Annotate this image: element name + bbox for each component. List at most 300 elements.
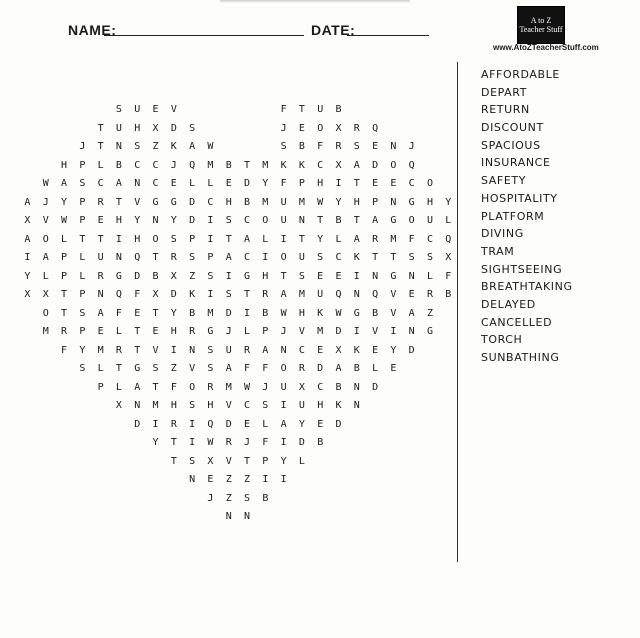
grid-letter: L <box>97 159 104 171</box>
grid-letter: S <box>79 307 86 319</box>
grid-letter: G <box>243 270 251 282</box>
grid-letter: O <box>426 178 433 189</box>
word-item: AFFORDABLE <box>481 68 560 81</box>
grid-letter: N <box>408 270 415 282</box>
grid-letter: Y <box>24 270 31 282</box>
grid-letter: S <box>280 141 287 152</box>
grid-letter: O <box>152 233 159 245</box>
grid-letter: X <box>445 252 452 263</box>
grid-letter: A <box>225 363 232 374</box>
grid-letter: U <box>225 344 232 356</box>
grid-letter: E <box>335 270 342 282</box>
grid-letter: S <box>262 400 269 411</box>
grid-letter: F <box>170 381 177 393</box>
grid-letter: E <box>225 178 232 189</box>
grid-letter: B <box>335 104 342 115</box>
grid-letter: Q <box>445 233 452 245</box>
grid-letter: S <box>170 233 177 245</box>
grid-letter: E <box>97 215 104 226</box>
grid-letter: M <box>298 289 305 300</box>
grid-letter: Z <box>225 474 232 485</box>
word-item: INSURANCE <box>481 156 551 170</box>
grid-letter: M <box>262 159 269 171</box>
grid-letter: U <box>280 196 287 208</box>
grid-letter: D <box>134 418 141 430</box>
grid-letter: R <box>61 326 68 337</box>
grid-letter: Y <box>445 196 452 208</box>
grid-letter: Y <box>170 307 177 319</box>
word-item: DISCOUNT <box>481 121 544 135</box>
grid-letter: T <box>390 252 397 263</box>
grid-letter: R <box>170 418 177 430</box>
grid-letter: D <box>335 326 342 337</box>
grid-letter: I <box>280 474 287 485</box>
grid-letter: L <box>262 418 269 430</box>
grid-letter: C <box>408 178 415 189</box>
grid-letter: A <box>280 418 287 430</box>
grid-letter: X <box>115 400 122 411</box>
grid-row <box>73 363 402 374</box>
grid-letter: C <box>298 344 305 356</box>
grid-letter: F <box>134 289 141 300</box>
grid-letter: C <box>152 178 159 189</box>
name-label: NAME: <box>68 22 117 38</box>
grid-letter: L <box>189 178 196 189</box>
grid-letter: P <box>79 289 86 300</box>
grid-letter: T <box>244 455 251 467</box>
grid-row <box>92 123 385 134</box>
grid-letter: T <box>97 122 104 134</box>
grid-letter: A <box>372 215 379 226</box>
grid-letter: D <box>225 307 232 319</box>
grid-letter: T <box>115 363 122 374</box>
grid-letter: E <box>170 178 177 189</box>
grid-letter: B <box>262 307 269 319</box>
grid-letter: I <box>115 233 122 245</box>
grid-letter: O <box>280 363 287 374</box>
grid-letter: T <box>152 381 159 393</box>
grid-letter: L <box>262 233 269 245</box>
grid-letter: A <box>97 307 104 319</box>
grid-letter: N <box>244 511 251 522</box>
grid-letter: A <box>280 289 287 300</box>
grid-letter: B <box>445 289 452 300</box>
grid-letter: R <box>243 344 251 356</box>
grid-letter: T <box>225 233 232 245</box>
grid-letter: P <box>79 215 86 226</box>
grid-letter: U <box>97 252 104 263</box>
grid-letter: X <box>24 289 31 300</box>
grid-letter: R <box>372 233 379 245</box>
grid-letter: L <box>97 363 104 374</box>
word-item: DIVING <box>481 227 524 241</box>
grid-letter: F <box>61 344 68 356</box>
grid-letter: N <box>189 474 196 485</box>
grid-letter: S <box>207 270 214 282</box>
grid-letter: L <box>298 455 305 467</box>
grid-letter: M <box>225 381 232 393</box>
grid-letter: D <box>134 270 141 282</box>
grid-letter: L <box>79 252 86 263</box>
grid-letter: E <box>372 178 379 189</box>
grid-letter: S <box>189 252 196 263</box>
grid-letter: V <box>170 104 177 115</box>
grid-letter: W <box>317 196 324 208</box>
grid-letter: D <box>170 122 177 134</box>
grid-letter: C <box>207 196 214 208</box>
grid-letter: N <box>225 511 232 522</box>
grid-letter: T <box>317 215 324 226</box>
grid-letter: E <box>317 344 324 356</box>
grid-letter: U <box>280 381 287 393</box>
grid-letter: G <box>115 270 122 282</box>
grid-letter: P <box>97 381 104 393</box>
grid-letter: O <box>317 122 324 134</box>
grid-letter: A <box>134 381 141 393</box>
grid-letter: K <box>353 252 360 263</box>
grid-letter: E <box>152 104 159 115</box>
grid-letter: Z <box>225 492 232 504</box>
grid-letter: U <box>280 215 287 226</box>
grid-letter: P <box>79 159 86 171</box>
grid-letter: S <box>207 344 214 356</box>
grid-letter: S <box>426 252 433 263</box>
grid-letter: X <box>335 159 342 171</box>
grid-letter: Y <box>317 233 324 245</box>
grid-letter: M <box>207 307 214 319</box>
grid-letter: W <box>280 307 287 319</box>
grid-letter: L <box>61 233 68 245</box>
grid-row <box>37 326 440 337</box>
grid-letter: K <box>335 400 342 411</box>
grid-letter: U <box>317 104 324 115</box>
grid-letter: E <box>134 307 141 319</box>
grid-letter: A <box>243 233 251 245</box>
grid-letter: G <box>353 307 360 319</box>
grid-letter: F <box>115 307 122 319</box>
grid-letter: M <box>207 159 214 171</box>
grid-letter: I <box>262 474 269 485</box>
logo-text: A to Z Teacher Stuff <box>519 16 563 34</box>
grid-letter: Z <box>152 141 159 152</box>
grid-letter: G <box>207 326 214 337</box>
grid-letter: K <box>317 307 324 319</box>
grid-letter: P <box>79 196 86 208</box>
grid-letter: D <box>317 363 324 374</box>
grid-letter: H <box>170 326 177 337</box>
word-item: SAFETY <box>481 174 527 188</box>
grid-letter: R <box>170 252 177 263</box>
grid-letter: K <box>298 159 305 171</box>
grid-letter: R <box>225 437 232 448</box>
grid-letter: Y <box>280 455 287 467</box>
grid-letter: S <box>225 289 232 300</box>
grid-letter: H <box>61 159 68 171</box>
grid-letter: N <box>353 400 360 411</box>
grid-letter: A <box>115 178 122 189</box>
grid-letter: C <box>243 215 251 226</box>
grid-letter: H <box>134 122 141 134</box>
grid-letter: R <box>353 122 360 134</box>
grid-letter: T <box>298 104 305 115</box>
grid-letter: R <box>97 270 104 282</box>
grid-letter: R <box>207 381 214 393</box>
grid-letter: I <box>189 418 196 430</box>
grid-letter: N <box>298 215 305 226</box>
grid-letter: Y <box>61 196 68 208</box>
grid-letter: G <box>152 196 159 208</box>
word-item: TORCH <box>481 333 523 347</box>
grid-letter: X <box>152 289 159 300</box>
grid-letter: Q <box>372 122 379 134</box>
grid-letter: K <box>353 344 360 356</box>
grid-letter: I <box>280 400 287 411</box>
grid-letter: H <box>170 400 177 411</box>
grid-letter: C <box>152 159 159 171</box>
grid-letter: A <box>353 159 360 171</box>
grid-letter: F <box>243 363 251 374</box>
grid-letter: Y <box>298 418 305 430</box>
grid-letter: T <box>61 289 68 300</box>
grid-letter: R <box>426 289 433 300</box>
grid-letter: E <box>207 474 214 485</box>
grid-letter: V <box>390 289 397 300</box>
grid-letter: I <box>335 178 342 189</box>
grid-letter: I <box>170 344 177 356</box>
grid-letter: T <box>134 326 141 337</box>
grid-letter: A <box>42 252 49 263</box>
grid-letter: I <box>353 326 360 337</box>
grid-letter: I <box>280 233 287 245</box>
grid-letter: S <box>353 141 360 152</box>
grid-row <box>55 160 421 171</box>
grid-letter: I <box>390 326 397 337</box>
grid-letter: I <box>24 252 31 263</box>
grid-letter: J <box>244 437 251 448</box>
grid-letter: I <box>207 289 214 300</box>
grid-letter: T <box>134 344 141 356</box>
grid-letter: S <box>317 252 324 263</box>
grid-letter: T <box>280 270 287 282</box>
grid-letter: M <box>97 344 104 356</box>
grid-letter: B <box>372 307 379 319</box>
grid-letter: J <box>225 326 232 337</box>
grid-letter: K <box>189 289 196 300</box>
grid-letter: H <box>134 233 141 245</box>
grid-letter: U <box>298 252 305 263</box>
grid-row <box>18 215 457 226</box>
grid-letter: C <box>335 252 342 263</box>
grid-letter: L <box>115 381 122 393</box>
grid-letter: O <box>42 307 49 319</box>
grid-letter: Y <box>170 215 177 226</box>
grid-letter: Q <box>134 252 141 263</box>
grid-row <box>110 400 366 411</box>
grid-letter: S <box>189 400 196 411</box>
grid-row <box>37 308 440 319</box>
grid-letter: D <box>225 418 232 430</box>
grid-letter: V <box>298 326 305 337</box>
grid-letter: U <box>298 400 305 411</box>
grid-letter: V <box>189 363 196 374</box>
grid-letter: A <box>335 363 342 374</box>
grid-letter: N <box>390 141 397 152</box>
grid-letter: Y <box>152 437 159 448</box>
grid-letter: D <box>189 196 196 208</box>
grid-letter: X <box>170 270 177 282</box>
grid-letter: B <box>225 159 232 171</box>
word-item: CANCELLED <box>481 315 553 329</box>
grid-row <box>18 289 457 300</box>
grid-letter: E <box>244 418 251 430</box>
grid-letter: V <box>390 307 397 319</box>
grid-letter: D <box>170 289 177 300</box>
grid-row <box>201 493 274 504</box>
grid-letter: Q <box>372 289 379 300</box>
grid-letter: T <box>152 307 159 319</box>
grid-letter: O <box>42 233 49 245</box>
grid-letter: J <box>408 141 415 152</box>
grid-letter: H <box>298 307 305 319</box>
grid-letter: V <box>42 215 49 226</box>
grid-letter: I <box>262 252 269 263</box>
grid-letter: F <box>408 233 415 245</box>
grid-letter: K <box>280 159 287 171</box>
grid-letter: V <box>225 455 232 467</box>
grid-letter: S <box>79 363 86 374</box>
date-label: DATE: <box>311 22 356 38</box>
grid-letter: E <box>152 326 159 337</box>
grid-letter: P <box>262 455 269 467</box>
grid-row <box>37 178 440 189</box>
grid-letter: F <box>280 178 287 189</box>
grid-letter: J <box>280 326 287 337</box>
grid-letter: G <box>426 326 433 337</box>
grid-letter: E <box>298 122 305 134</box>
grid-letter: D <box>372 381 379 393</box>
grid-letter: V <box>152 344 159 356</box>
grid-letter: W <box>244 381 251 393</box>
grid-letter: Z <box>189 270 196 282</box>
grid-letter: G <box>408 196 415 208</box>
grid-letter: S <box>152 363 159 374</box>
grid-letter: V <box>372 326 379 337</box>
grid-letter: R <box>298 363 305 374</box>
grid-letter: L <box>335 233 342 245</box>
grid-letter: E <box>408 289 415 300</box>
grid-letter: G <box>170 196 177 208</box>
grid-letter: O <box>390 159 397 171</box>
grid-letter: H <box>207 400 214 411</box>
grid-row <box>18 234 457 245</box>
word-item: BREATHTAKING <box>481 280 573 294</box>
word-item: PLATFORM <box>481 209 545 223</box>
grid-letter: I <box>207 215 214 226</box>
grid-letter: P <box>189 233 196 245</box>
grid-letter: T <box>79 233 86 245</box>
grid-letter: B <box>115 159 122 171</box>
grid-letter: I <box>225 270 232 282</box>
grid-letter: X <box>24 215 31 226</box>
grid-row <box>165 456 311 467</box>
grid-letter: H <box>115 215 122 226</box>
grid-letter: S <box>79 178 86 189</box>
grid-letter: E <box>97 326 104 337</box>
grid-letter: Q <box>115 289 122 300</box>
grid-letter: B <box>335 215 342 226</box>
grid-letter: M <box>42 326 49 337</box>
grid-letter: C <box>317 159 324 171</box>
grid-letter: A <box>225 252 232 263</box>
grid-letter: N <box>372 270 379 282</box>
grid-letter: T <box>170 437 177 448</box>
grid-letter: H <box>317 400 324 411</box>
grid-row <box>146 437 329 448</box>
grid-letter: B <box>335 381 342 393</box>
grid-letter: L <box>372 363 379 374</box>
grid-letter: T <box>298 233 305 245</box>
grid-letter: E <box>372 141 379 152</box>
grid-letter: D <box>189 215 196 226</box>
grid-letter: B <box>152 270 159 282</box>
grid-letter: N <box>189 344 196 356</box>
grid-letter: D <box>298 437 305 448</box>
grid-letter: B <box>243 196 251 208</box>
grid-letter: I <box>243 307 251 319</box>
grid-letter: N <box>115 141 122 152</box>
grid-letter: T <box>61 307 68 319</box>
grid-letter: L <box>445 215 452 226</box>
grid-letter: P <box>61 252 68 263</box>
grid-letter: Q <box>335 289 342 300</box>
grid-letter: P <box>372 196 379 208</box>
grid-letter: T <box>170 455 177 467</box>
grid-letter: W <box>42 178 49 189</box>
grid-letter: Y <box>262 178 269 189</box>
grid-letter: M <box>390 233 397 245</box>
grid-letter: L <box>79 270 86 282</box>
grid-letter: A <box>24 233 31 245</box>
grid-letter: M <box>317 326 324 337</box>
grid-letter: F <box>262 437 269 448</box>
word-item: DEPART <box>481 85 528 99</box>
grid-letter: Q <box>189 159 196 171</box>
grid-letter: W <box>207 141 214 152</box>
grid-letter: B <box>317 437 324 448</box>
grid-letter: X <box>152 122 159 134</box>
grid-letter: U <box>426 215 433 226</box>
grid-letter: T <box>243 289 251 300</box>
grid-letter: G <box>390 215 397 226</box>
grid-letter: A <box>61 178 68 189</box>
grid-letter: P <box>262 326 269 337</box>
word-item: SPACIOUS <box>481 138 541 152</box>
grid-letter: L <box>426 270 433 282</box>
grid-row <box>18 252 457 263</box>
grid-letter: K <box>170 141 177 152</box>
grid-row <box>18 271 457 282</box>
grid-letter: M <box>262 196 269 208</box>
grid-row <box>128 419 348 430</box>
grid-letter: D <box>372 159 379 171</box>
grid-letter: T <box>97 233 104 245</box>
grid-letter: F <box>317 141 324 152</box>
grid-letter: S <box>189 122 196 134</box>
grid-letter: J <box>170 159 177 171</box>
grid-letter: G <box>134 363 141 374</box>
grid-letter: J <box>280 122 287 134</box>
grid-letter: O <box>408 215 415 226</box>
